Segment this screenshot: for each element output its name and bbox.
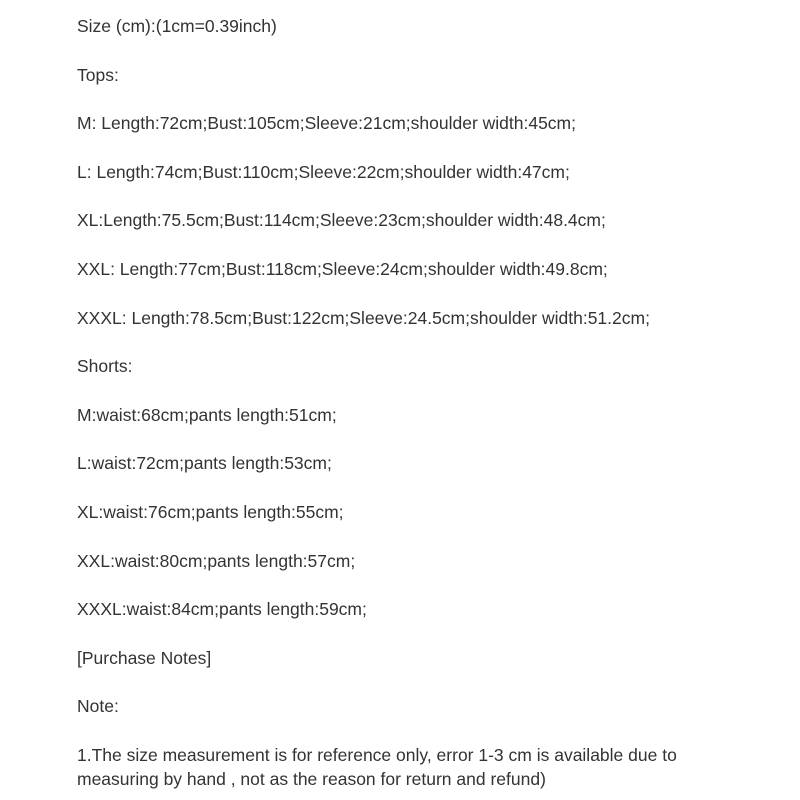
note-label: Note: <box>77 696 119 717</box>
shorts-row-xxl: XXL:waist:80cm;pants length:57cm; <box>77 550 356 571</box>
purchase-notes-heading: [Purchase Notes] <box>77 647 212 668</box>
tops-row-l: L: Length:74cm;Bust:110cm;Sleeve:22cm;shoulder width:47cm; <box>77 161 570 182</box>
shorts-row-xxxl: XXXL:waist:84cm;pants length:59cm; <box>77 599 367 620</box>
tops-row-xl: XL:Length:75.5cm;Bust:114cm;Sleeve:23cm;shoulder width:48.4cm; <box>77 210 606 231</box>
shorts-row-m: M:waist:68cm;pants length:51cm; <box>77 404 337 425</box>
shorts-row-xl: XL:waist:76cm;pants length:55cm; <box>77 501 344 522</box>
tops-row-xxxl: XXXL: Length:78.5cm;Bust:122cm;Sleeve:24.5cm;shoulder width:51.2cm; <box>77 307 650 328</box>
tops-heading: Tops: <box>77 64 119 85</box>
tops-row-m: M: Length:72cm;Bust:105cm;Sleeve:21cm;shoulder width:45cm; <box>77 113 576 134</box>
tops-row-xxl: XXL: Length:77cm;Bust:118cm;Sleeve:24cm;shoulder width:49.8cm; <box>77 258 608 279</box>
shorts-heading: Shorts: <box>77 356 133 377</box>
shorts-row-l: L:waist:72cm;pants length:53cm; <box>77 453 332 474</box>
size-chart-document <box>77 14 777 791</box>
size-header: Size (cm):(1cm=0.39inch) <box>77 16 277 36</box>
note-1-text: 1.The size measurement is for reference only, error 1-3 cm is available due to measuring by hand , not as the reason for return and refund) <box>77 744 677 789</box>
